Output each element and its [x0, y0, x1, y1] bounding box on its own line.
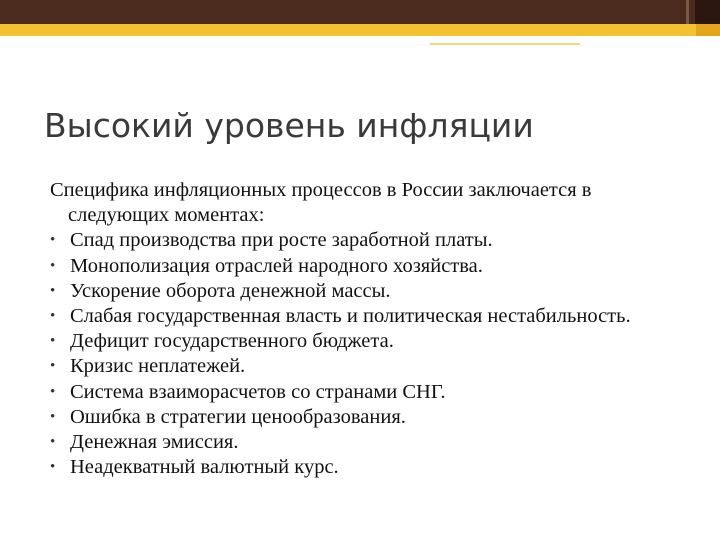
list-item — [50, 304, 670, 329]
list-item-text: Слабая государственная власть и политическая нестабильность. — [70, 305, 631, 328]
bullet-icon: • — [50, 308, 56, 325]
list-item — [50, 354, 670, 379]
list-item-text: Монополизация отраслей народного хозяйства. — [70, 254, 483, 277]
header-band-edge — [695, 0, 720, 24]
slide-body — [50, 178, 670, 480]
bullet-icon: • — [50, 459, 56, 476]
bullet-icon: • — [50, 232, 56, 249]
bullet-icon: • — [50, 434, 56, 451]
list-item-text: Спад производства при росте заработной платы. — [70, 229, 493, 252]
list-item — [50, 405, 670, 430]
list-item — [50, 380, 670, 405]
header-band — [0, 0, 720, 24]
list-item-text: Дефицит государственного бюджета. — [70, 330, 394, 353]
list-item — [50, 228, 670, 253]
bullet-icon: • — [50, 383, 56, 400]
bullet-icon: • — [50, 257, 56, 274]
list-item — [50, 279, 670, 304]
list-item — [50, 254, 670, 279]
list-item-text: Денежная эмиссия. — [70, 431, 239, 454]
list-item-text: Система взаиморасчетов со странами СНГ. — [70, 380, 446, 403]
bullet-icon: • — [50, 282, 56, 299]
list-item-text: Кризис неплатежей. — [70, 355, 246, 378]
intro-text: Специфика инфляционных процессов в России заключается в следующих моментах: — [50, 179, 592, 227]
bullet-icon: • — [50, 333, 56, 350]
bullet-icon: • — [50, 408, 56, 425]
accent-band — [0, 24, 720, 36]
list-item-text: Ошибка в стратегии ценообразования. — [70, 405, 406, 428]
list-item — [50, 430, 670, 455]
slide-title: Высокий уровень инфляции — [44, 106, 534, 145]
bullet-icon: • — [50, 358, 56, 375]
list-item — [50, 329, 670, 354]
header-notch — [686, 0, 689, 24]
list-item-text: Ускорение оборота денежной массы. — [70, 279, 391, 302]
list-item — [50, 455, 670, 480]
bullet-list — [50, 228, 670, 480]
list-item-text: Неадекватный валютный курс. — [70, 456, 339, 479]
accent-band-cap — [696, 24, 720, 36]
accent-line — [430, 43, 580, 45]
